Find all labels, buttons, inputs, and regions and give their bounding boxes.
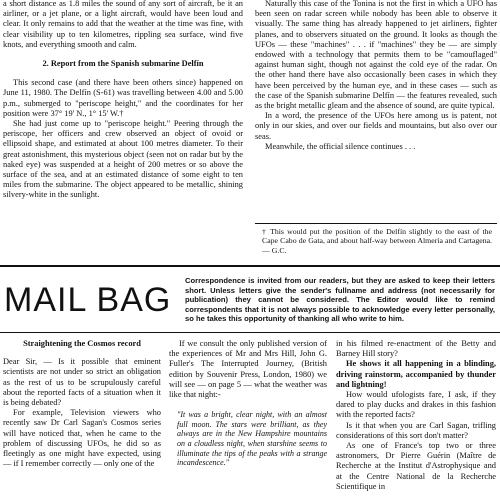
article-paragraph: In a word, the presence of the UFOs here among us is patent, not only in our skies, and over our fields and mountains, but also over our seas.	[255, 111, 497, 141]
article-paragraph: Meanwhile, the official silence continues . . .	[265, 141, 416, 151]
footnote-divider	[255, 223, 497, 224]
article-column-2	[255, 0, 497, 152]
letter-paragraph: in his filmed re-enactment of the Betty and Barney Hill story?	[336, 339, 496, 359]
letter-quote: "It was a bright, clear night, with an almost full moon. The stars were brilliant, as they always are in the New Hampshire mountains on a cloudless night, when starshine seems to illuminate the tips of the peaks with a strange incandescence."	[177, 410, 327, 468]
letter-paragraph: How would ufologists fare, I ask, if they dared to play ducks and drakes in this fashion with the reported facts?	[336, 390, 496, 420]
article-column-1	[3, 0, 243, 201]
footnote-text: † This would put the position of the Delfín slightly to the east of the Cape Cabo de Gata, and about half-way between Almería and Cartagena. — G.C.	[262, 227, 492, 255]
mailbag-notice: Correspondence is invited from our readers, but they are asked to keep their letters short. Unless letters give the sender's fullname and address (not necessarily for publication) they cannot be considered. The Editor would like to remind correspondents that it is not always possible to acknowledge every letter personally, so he takes this opportunity of thanking all who write to him.	[185, 276, 495, 324]
letter-paragraph: He shows it all happening in a blinding, driving rainstorm, accompanied by thunder and lightning!	[336, 359, 496, 389]
letter-paragraph: As one of France's top two or three astronomers, Dr Pierre Guérin (Maître de Recherche at the Institut d'Astrophysique and at the Centre National de la Recherche Scientifique in	[336, 441, 496, 491]
letter-heading: Straightening the Cosmos record	[23, 339, 141, 348]
letter-column-2	[169, 339, 327, 468]
section-heading: 2. Report from the Spanish submarine Delfín	[42, 59, 204, 69]
mailbag-divider	[0, 332, 500, 333]
mailbag-title: MAIL BAG	[4, 281, 172, 319]
article-paragraph: She had just come up to "periscope height." Peering through the periscope, her officers and crew observed an object of ovoid or ellipsoid shape, and estimated at about 100 metres diameter. To their great astonishment, this mysterious object (seen not on radar but by the naked eye) was suspended at a height of 200 metres or so above the surface of the sea, and at an estimated distance of some eight to ten miles from the submarine. The object appeared to be metallic, shining silvery-white in the sunlight.	[3, 119, 243, 200]
letter-paragraph: For example, Television viewers who recently saw Dr Carl Sagan's Cosmos series will have noticed that, when he came to the problem of discussing UFOs, he did so as fleetingly as one might have expected, using — if I remember correctly — only one of the	[3, 408, 161, 469]
letter-column-3	[336, 339, 496, 492]
footnote	[262, 227, 492, 255]
article-paragraph: This second case (and there have been others since) happened on June 11, 1980. The Delfín (S-61) was travelling between 4.00 and 5.00 p.m., submerged to "periscope height," and the coordinates for her position were 37° 19' N., 1° 15' W.†	[3, 78, 243, 118]
letter-paragraph: Is it that when you are Carl Sagan, trifling considerations of this sort don't matter?	[336, 420, 496, 440]
section-divider	[0, 265, 500, 267]
letter-column-1	[3, 339, 161, 469]
article-paragraph: Naturally this case of the Tonina is not the first in which a UFO has been seen on radar screen while nobody has been able to observe it visually. The same thing has already happened to jet airliners, fighter planes, and to observers situated on the ground. It looks as though the UFOs — these "machines" . . . if "machines" they be — are simply endowed with a technology that permits them to be "camouflaged" against human sight, though not against the cold eye of the radar. On the other hand there have also occasionally been cases in which they have been perceived by the human eye, and in these cases — such as the case of the Spanish submarine Delfín — the features revealed, such as the bright metallic gleam and the absence of sound, are quite typical.	[255, 0, 497, 111]
letter-paragraph: Dear Sir, — Is it possible that eminent scientists are not under so strict an obligation as the rest of us to be scrupulously careful about the reported facts of a situation when it is being debated?	[3, 357, 161, 408]
article-paragraph: a short distance as 1.8 miles the sound of any sort of aircraft, be it an airliner, or a jet plane, or a light aircraft, would have been loud and clear. It only remains to add that the weather at the time was fine, with clear visibility up to ten kilometres, rippling sea surface, wind five knots, and everything smooth and calm.	[3, 0, 243, 49]
letter-paragraph: If we consult the only published version of the experiences of Mr and Mrs Hill, John G. Fuller's The Interrupted Journey, (British edition by Souvenir Press, London, 1980) we will see — on page 5 — what the weather was like that night:-	[169, 339, 327, 400]
